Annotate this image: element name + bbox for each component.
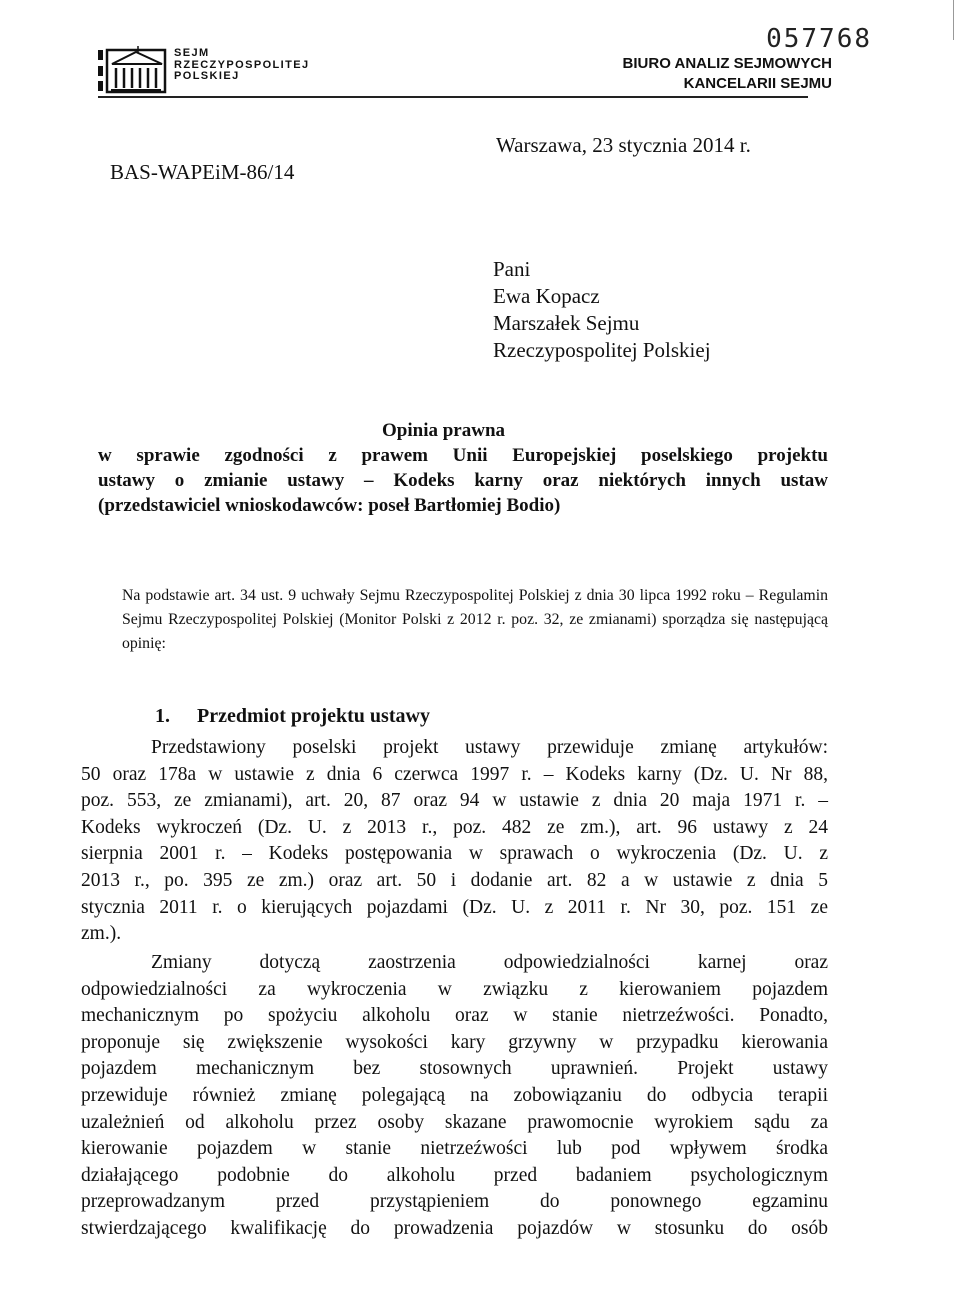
logo-line: SEJM	[174, 47, 210, 59]
office-line-1: BIURO ANALIZ SEJMOWYCH	[622, 55, 832, 72]
logo-line: POLSKIEJ	[174, 70, 240, 82]
paragraph-line: mechanicznym po spożyciu alkoholu oraz w stanie nietrzeźwości. Ponadto,	[81, 1005, 828, 1027]
addressee-line: Marszałek Sejmu	[493, 311, 640, 335]
title-line: Opinia prawna	[382, 420, 506, 441]
paragraph-line: Zmiany dotyczą zaostrzenia odpowiedzialności karnej oraz	[151, 952, 828, 973]
paragraph-line: przewiduje również zmianę polegającą na zobowiązaniu do odbycia terapii	[81, 1084, 828, 1106]
logo-line: RZECZYPOSPOLITEJ	[174, 58, 310, 71]
place-date: Warszawa, 23 stycznia 2014 r.	[496, 133, 751, 157]
paragraph-line: Przedstawiony poselski projekt ustawy przewiduje zmianę artykułów:	[151, 737, 828, 758]
paragraph-line: odpowiedzialności za wykroczenia w związku z kierowaniem pojazdem	[81, 978, 828, 1000]
paragraph-line: proponuje się zwiększenie wysokości kary grzywny w przypadku kierowania	[81, 1031, 828, 1053]
office-line-2: KANCELARII SEJMU	[683, 75, 832, 92]
sejm-logo	[98, 44, 168, 94]
addressee-block	[493, 256, 711, 364]
paragraph-line: działającego podobnie do alkoholu przed badaniem psychologicznym	[81, 1164, 828, 1186]
title-line: w sprawie zgodności z prawem Unii Europejskiej poselskiego projektu	[98, 445, 828, 466]
paragraph-line: 2013 r., po. 395 ze zm.) oraz art. 50 i dodanie art. 82 a w ustawie z dnia 5	[81, 869, 828, 891]
section-paragraph-2	[81, 950, 828, 1243]
scan-edge-mark	[953, 0, 954, 40]
addressee-line: Pani	[493, 257, 531, 281]
paragraph-line: kierowanie pojazdem w stanie nietrzeźwości lub pod wpływem środka	[81, 1138, 828, 1160]
addressee-line: Ewa Kopacz	[493, 284, 600, 308]
title-line: ustawy o zmianie ustawy – Kodeks karny oraz niektórych innych ustaw	[98, 470, 828, 491]
section-number: 1.	[155, 705, 170, 727]
paragraph-line: stycznia 2011 r. o kierujących pojazdami (Dz. U. z 2011 r. Nr 30, poz. 151 ze	[81, 896, 828, 918]
document-title	[98, 418, 828, 518]
header-divider	[98, 96, 808, 98]
addressee-line: Rzeczypospolitej Polskiej	[493, 338, 711, 362]
paragraph-line: zm.).	[81, 923, 122, 945]
section-paragraph-1	[81, 735, 828, 948]
paragraph-line: przeprowadzanym przed przystąpieniem do ponownego egzaminu	[81, 1191, 828, 1213]
paragraph-line: sierpnia 2001 r. – Kodeks postępowania w sprawach o wykroczenia (Dz. U. z	[81, 843, 828, 865]
title-line: (przedstawiciel wnioskodawców: poseł Bartłomiej Bodio)	[98, 495, 561, 516]
reference-number: BAS-WAPEiM-86/14	[110, 160, 295, 184]
intro-paragraph: Na podstawie art. 34 ust. 9 uchwały Sejmu Rzeczypospolitej Polskiej z dnia 30 lipca 1992 roku – Regulamin Sejmu Rzeczypospolitej Polskiej (Monitor Polski z 2012 r. poz. 32, ze zmianami) sporządza się następującą opinię:	[122, 587, 828, 652]
paragraph-line: uzależnień od alkoholu przez osoby skazane prawomocnie wyrokiem sądu za	[81, 1111, 828, 1133]
registry-stamp-number: 057768	[766, 24, 872, 54]
paragraph-line: poz. 553, ze zmianami), art. 20, 87 oraz 94 w ustawie z dnia 20 maja 1971 r. –	[81, 790, 828, 812]
paragraph-line: stwierdzającego kwalifikację do prowadzenia pojazdów w stosunku do osób	[81, 1217, 828, 1239]
section-title: Przedmiot projektu ustawy	[197, 705, 430, 727]
office-name	[623, 54, 832, 94]
paragraph-line: Kodeks wykroczeń (Dz. U. z 2013 r., poz. 482 ze zm.), art. 96 ustawy z 24	[81, 816, 828, 838]
paragraph-line: pojazdem mechanicznym bez stosownych uprawnień. Projekt ustawy	[81, 1058, 828, 1080]
section-heading	[155, 705, 430, 728]
paragraph-line: 50 oraz 178a w ustawie z dnia 6 czerwca 1997 r. – Kodeks karny (Dz. U. Nr 88,	[81, 763, 828, 785]
logo-text	[174, 48, 309, 83]
